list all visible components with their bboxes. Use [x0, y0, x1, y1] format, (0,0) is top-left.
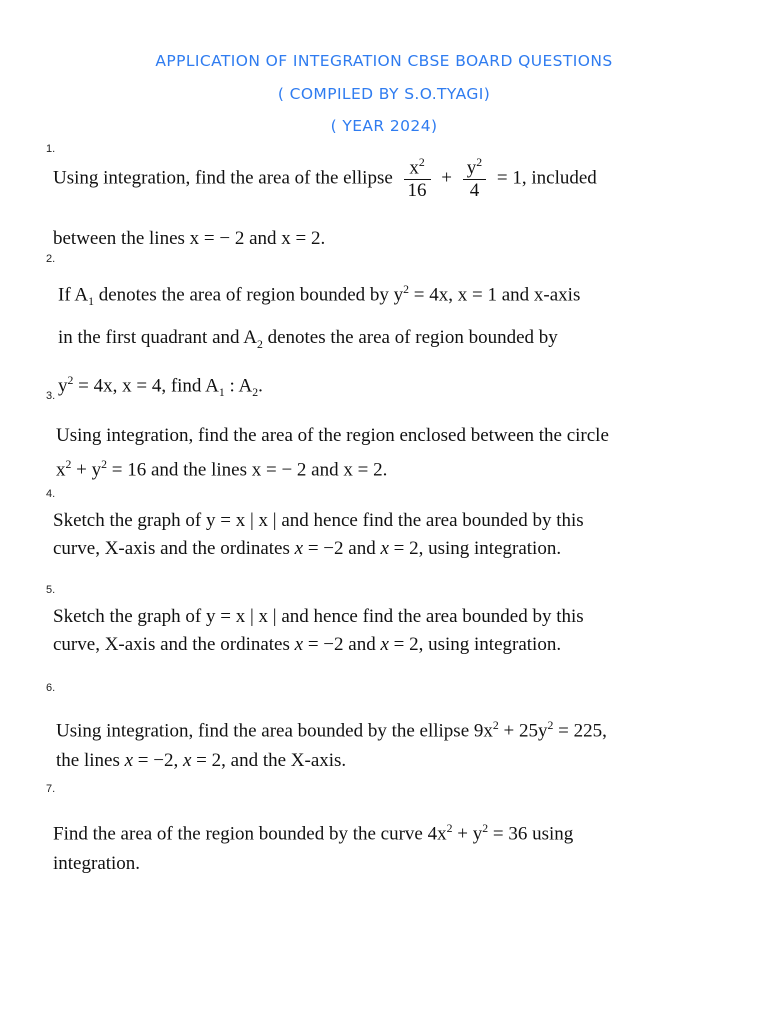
question-2-text: . — [258, 375, 263, 397]
subscript: 1 — [218, 386, 225, 400]
question-7-line-1 — [53, 814, 573, 849]
question-4-line-1: Sketch the graph of y = x | x | and hence find the area bounded by this — [53, 510, 584, 531]
exponent: 2 — [476, 156, 483, 169]
question-number-5: 5. — [46, 584, 56, 596]
document-title: APPLICATION OF INTEGRATION CBSE BOARD QUESTIONS — [155, 52, 613, 70]
question-6-line-2 — [56, 746, 607, 776]
question-6-text: = 2, and the X-axis. — [191, 750, 347, 772]
question-number-3: 3. — [46, 390, 56, 402]
question-4-text: = 2, using integration. — [388, 538, 562, 559]
question-7-text: + y — [452, 823, 483, 845]
question-6-text: = 225, — [553, 720, 607, 742]
question-3-text: = 16 and the lines x = − 2 and x = 2. — [107, 459, 388, 481]
question-4-text: = −2 and — [303, 538, 381, 559]
question-6-text: + 25y — [498, 720, 548, 742]
fraction-denominator: 4 — [469, 180, 480, 202]
question-2-text: = 4x, x = 4, find A — [73, 375, 219, 397]
question-number-4: 4. — [46, 488, 56, 500]
exponent: 2 — [446, 822, 453, 835]
question-5 — [53, 603, 584, 659]
variable-x: x — [380, 538, 389, 559]
question-1-text-end: = 1, included — [496, 167, 597, 189]
subscript: 2 — [256, 337, 263, 351]
variable-x: x — [380, 634, 389, 655]
exponent: 2 — [65, 458, 72, 471]
question-2-text: y — [58, 375, 68, 397]
question-2-line-3 — [58, 363, 712, 411]
question-2-text: denotes the area of region bounded by y — [93, 284, 404, 306]
question-1 — [53, 156, 597, 202]
variable-x: x — [294, 634, 304, 655]
year-label: ( YEAR 2024) — [330, 117, 438, 135]
plus-sign: + — [441, 167, 453, 189]
question-5-line-2 — [53, 631, 584, 659]
question-2-text: = 4x, x = 1 and x-axis — [409, 284, 581, 306]
question-2 — [58, 272, 712, 411]
question-number-1: 1. — [46, 143, 56, 155]
compiler-credit: ( COMPILED BY S.O.TYAGI) — [277, 85, 491, 103]
question-6-text: the lines — [56, 750, 125, 772]
fraction-denominator: 16 — [407, 180, 427, 202]
question-2-line-1 — [58, 272, 712, 320]
question-2-text: : A — [224, 375, 253, 397]
question-2-text: in the first quadrant and A — [58, 327, 257, 349]
question-3-text: + y — [71, 459, 102, 481]
question-1-line-2: between the lines x = − 2 and x = 2. — [53, 228, 326, 249]
question-7 — [53, 814, 573, 879]
question-7-line-2: integration. — [53, 853, 141, 875]
question-6-text: = −2, — [133, 750, 183, 772]
question-number-7: 7. — [46, 783, 56, 795]
question-3-text: x — [56, 459, 66, 481]
subscript: 1 — [88, 295, 94, 309]
exponent: 2 — [101, 458, 107, 471]
question-4-text: curve, X-axis and the ordinates — [53, 538, 295, 559]
exponent: 2 — [492, 719, 499, 732]
fraction-numerator: y — [466, 157, 477, 179]
question-3-line-2 — [56, 450, 609, 484]
variable-x: x — [294, 538, 304, 559]
question-number-2: 2. — [46, 253, 56, 265]
fraction-y2-over-4 — [463, 156, 486, 202]
exponent: 2 — [482, 822, 489, 835]
question-6 — [56, 711, 607, 776]
question-1-text: Using integration, find the area of the ellipse — [53, 167, 393, 189]
question-4-line-2 — [53, 535, 584, 563]
variable-x: x — [182, 750, 192, 772]
question-5-text: = 2, using integration. — [388, 634, 562, 655]
question-5-text: = −2 and — [303, 634, 381, 655]
exponent: 2 — [547, 719, 554, 732]
subscript: 2 — [252, 386, 259, 400]
question-6-text: Using integration, find the area bounded by the ellipse 9x — [56, 720, 493, 742]
question-2-text: denotes the area of region bounded by — [262, 327, 558, 349]
question-5-text: curve, X-axis and the ordinates — [53, 634, 295, 655]
question-2-line-2 — [58, 320, 712, 363]
question-7-text: Find the area of the region bounded by the curve 4x — [53, 823, 447, 845]
fraction-numerator: x — [409, 157, 419, 179]
question-1-line-1 — [53, 156, 597, 202]
question-number-6: 6. — [46, 682, 56, 694]
fraction-x2-over-16 — [404, 156, 431, 202]
exponent: 2 — [418, 156, 425, 169]
question-3 — [56, 421, 609, 484]
question-4 — [53, 507, 584, 563]
question-5-line-1: Sketch the graph of y = x | x | and hence find the area bounded by this — [53, 606, 584, 627]
exponent: 2 — [67, 373, 74, 387]
variable-x: x — [124, 750, 134, 772]
question-7-text: = 36 using — [488, 823, 574, 845]
question-3-line-1: Using integration, find the area of the region enclosed between the circle — [56, 425, 609, 446]
exponent: 2 — [403, 283, 410, 296]
question-6-line-1 — [56, 711, 607, 746]
question-2-text: If A — [58, 284, 89, 306]
